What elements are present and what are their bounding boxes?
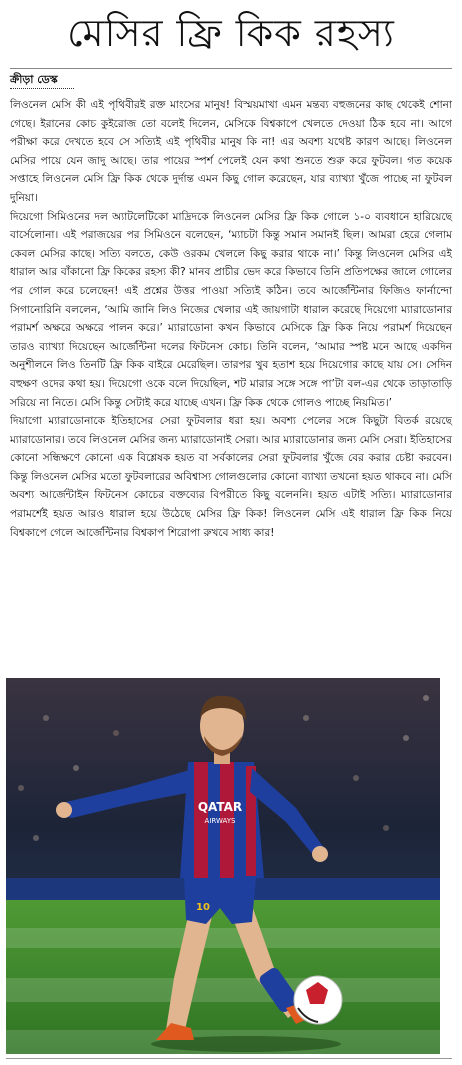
headline: মেসির ফ্রি কিক রহস্য — [67, 11, 395, 55]
shirt-number: 10 — [196, 902, 210, 913]
sponsor-logo-sub: AIRWAYS — [204, 817, 236, 825]
article-paragraph-2: দিয়েগো সিমিওনের দল অ্যাটলেটিকো মাদ্রিদকে লিওনেল মেসির ফ্রি কিক গোলে ১-০ ব্যবধানে হারিয়েছে বার্সেলোনা। এই পরাজয়ের পর সিমিওনে বলেছেন, ‘ম্যাচটা কিন্তু সমান সমানই ছিল। আমরা হেরে গেলাম কেবল মেসির কাছে। সত্যি বলতে, কেউ ওরকম খেললে কিছু করার থাকে না।’ কিন্তু লিওনেল মেসির এই ধারাল আর বাঁকানো ফ্রি কিকের রহস্য কী? মানব প্রাচীর ভেদ করে কিভাবে তিনি প্রতিপক্ষের জালে গোলের পর গোল করে চলেছেন! এই প্রশ্নের উত্তর পাওয়া সত্যিই কঠিন। তবে আর্জেন্টিনার ফিজিও ফার্নান্দো সিগানোরিনি বললেন, ‘আমি জানি লিও নিজের খেলার এই জায়গাটা ধারাল করেছে দিয়েগো ম্যারাডোনার পরামর্শ অক্ষরে অক্ষরে পালন করে।’ ম্যারাডোনা কখন কিভাবে মেসিকে ফ্রি কিক নিয়ে পরামর্শ দিয়েছেন তারও ব্যাখ্যা দিয়েছেন আর্জেন্টিনা দলের ফিটনেস কোচ। তিনি বলেন, ‘আমার স্পষ্ট মনে আছে একদিন অনুশীলনে লিও তিনটি ফ্রি কিক বাইরে মেরেছিল। তারপর খুব হতাশ হয়ে দিয়েগোর কাছে যায় সে। সেদিন বহুক্ষণ ওদের কথা হয়। দিয়েগো ওকে বলে দিয়েছিল, শট মারার সঙ্গে সঙ্গে পা’টা বল-এর থেকে তাড়াতাড়ি সরিয়ে না নিতে। মেসি কিন্তু সেটাই করে যাচ্ছে এখন। ফ্রি কিক থেকে গোলও পাচ্ছে নিয়মিত।’ — [10, 210, 453, 409]
headline-divider — [10, 68, 452, 69]
bottom-divider — [6, 1058, 452, 1059]
byline: ক্রীড়া ডেস্ক — [10, 73, 58, 86]
article-body — [10, 96, 452, 542]
article-paragraph-3: দিয়াগো ম্যারাডোনাকে ইতিহাসের সেরা ফুটবলার ধরা হয়। অবশ্য পেলের সঙ্গে কিছুটা বিতর্ক রয়েছে ম্যারাডোনার। তবে লিওনেল মেসির জন্য ম্যারাডোনাই সেরা। আর ম্যারাডোনার জন্য মেসি সেরা। ইতিহাসের কোনো সন্ধিক্ষণে কোনো এক বিশ্লেষক হয়ত বা সর্বকালের সেরা ফুটবলার খুঁজে বের করার চেষ্টা করবেন। কিন্তু লিওনেল মেসির মতো ফুটবলারের অবিশ্বাস্য গোলগুলোর কোনো ব্যাখ্যা তখনো হয়ত থাকবে না। মেসি অবশ্য আর্জেন্টাইন ফিটনেস কোচের বক্তব্যের বিপরীতে কিছু বলেননি। হয়ত এটাই সত্যি। ম্যারাডোনার পরামর্শেই হয়ত আরও ধারাল হয়ে উঠেছে মেসির ফ্রি কিক! লিওনেল মেসি এই ধারাল ফ্রি কিক নিয়ে বিশ্বকাপে গেলে আর্জেন্টিনার বিশ্বকাপ শিরোপা রুখবে সাধ্য কার! — [10, 415, 452, 539]
player-photo — [6, 678, 440, 1054]
football — [294, 976, 342, 1024]
player-photo-illustration — [6, 678, 440, 1054]
article-paragraph-1: লিওনেল মেসি কী এই পৃথিবীরই রক্ত মাংসের মানুষ! বিস্ময়মাখা এমন মন্তব্য বহুজনের কাছ থেকেই শোনা গেছে। ইরানের কোচ কুইরোজ তো বলেই দিলেন, মেসিকে বিশ্বকাপে খেলতে দেওয়া ঠিক হবে না। আগে পরীক্ষা করে দেখতে হবে সে সত্যিই এই পৃথিবীর মানুষ কি না! এর অবশ্য যথেষ্ট কারণ আছে। লিওনেল মেসির পায়ে যেন জাদু আছে। তার পায়ের স্পর্শ পেলেই যেন কথা শুনতে শুরু করে ফুটবল। গত কয়েক সপ্তাহে লিওনেল মেসি ফ্রি কিক থেকে দুর্দান্ত এমন কিছু গোল করেছেন, যার ব্যাখ্যা খুঁজে পাচ্ছে না ফুটবল দুনিয়া। — [10, 99, 452, 204]
pitch-stripes — [6, 928, 440, 1054]
byline-underline — [10, 88, 74, 89]
sponsor-logo: QATAR — [197, 800, 243, 814]
